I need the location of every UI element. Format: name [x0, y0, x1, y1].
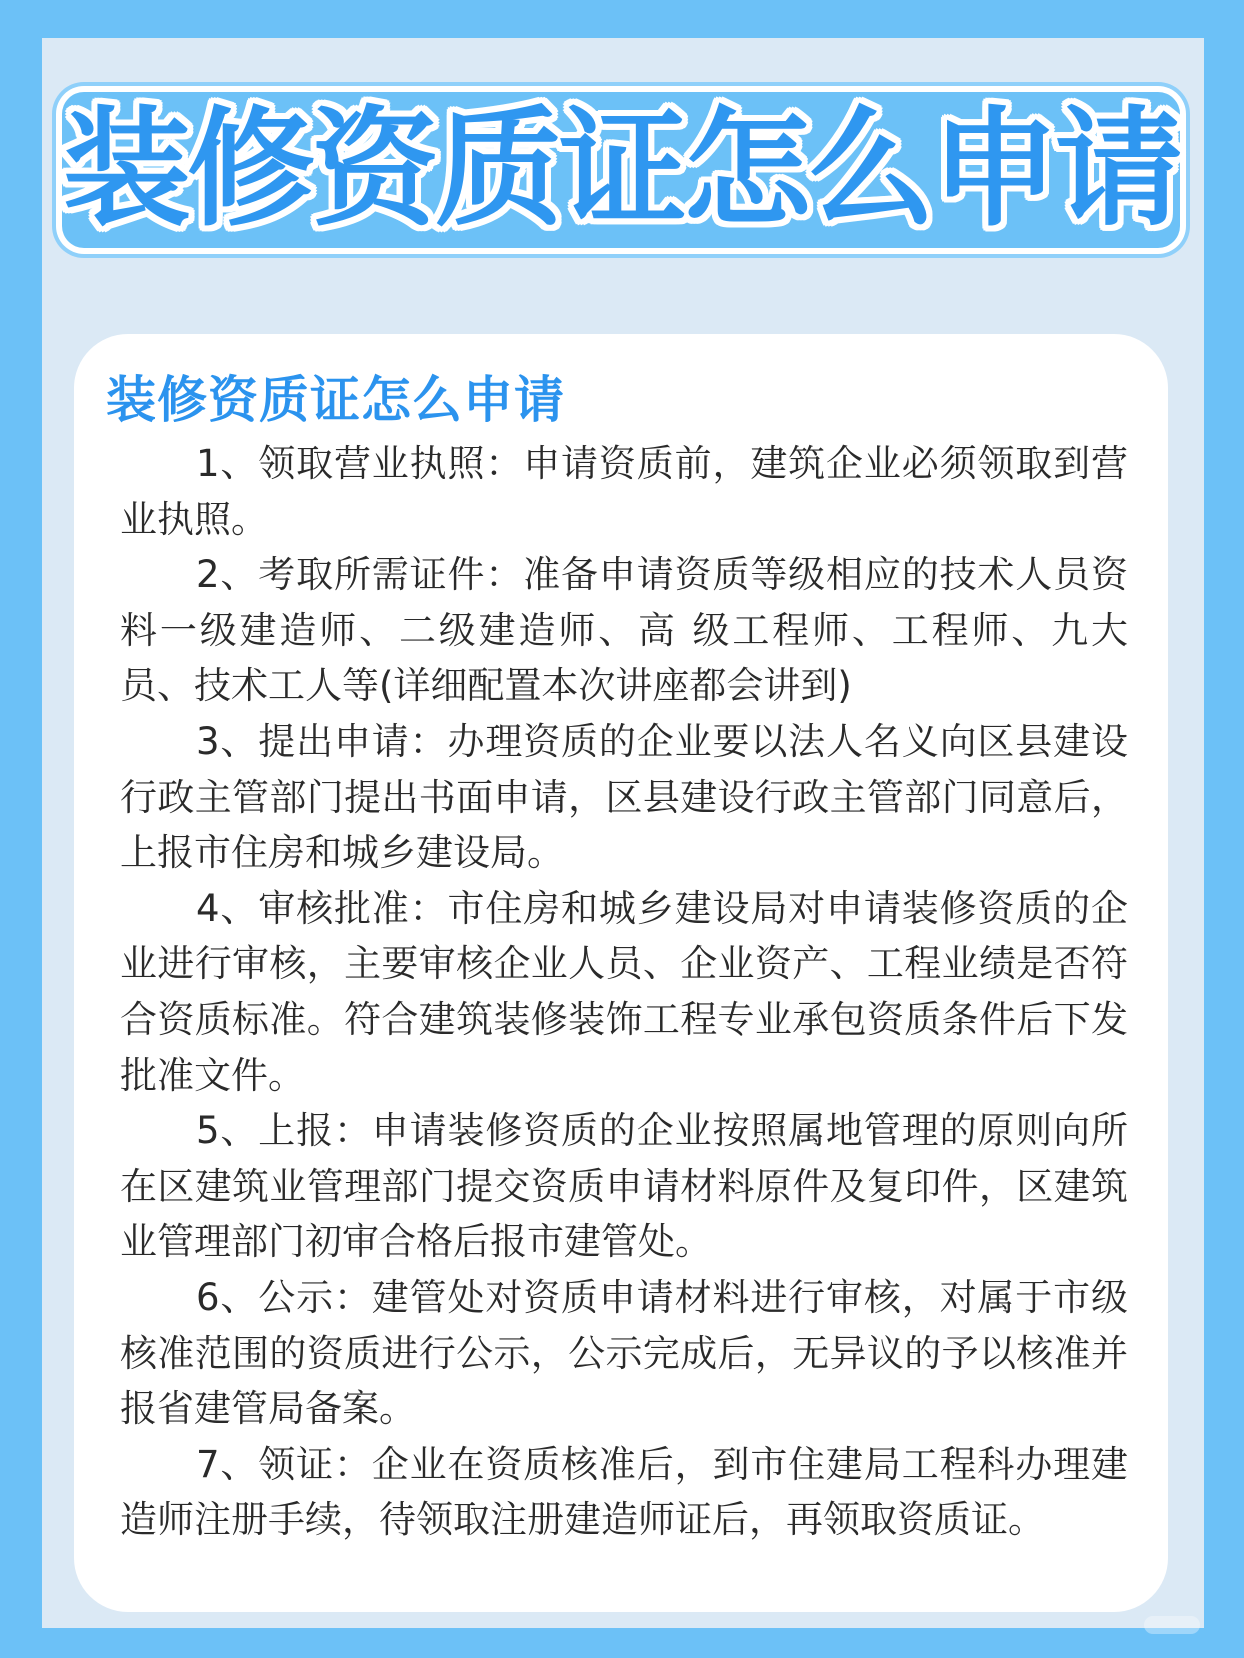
step-2-obtain-certificates: 2、考取所需证件：准备申请资质等级相应的技术人员资料一级建造师、二级建造师、高 级工程师、工程师、九大员、技术工人等(详细配置本次讲座都会讲到)	[120, 553, 1128, 708]
title-banner	[62, 92, 1180, 248]
step-4-review-approval: 4、审核批准：市住房和城乡建设局对申请装修资质的企业进行审核，主要审核企业人员、企业资产、工程业绩是否符合资质标准。符合建筑装修装饰工程专业承包资质条件后下发批准文件。	[120, 886, 1128, 1097]
content-card	[74, 334, 1168, 1612]
step-3-submit-application: 3、提出申请：办理资质的企业要以法人名义向区县建设行政主管部门提出书面申请，区县建设行政主管部门同意后，上报市住房和城乡建设局。	[120, 719, 1128, 875]
steps-list	[96, 436, 1128, 1548]
step-6-public-notice: 6、公示：建管处对资质申请材料进行审核，对属于市级核准范围的资质进行公示，公示完成后，无异议的予以核准并报省建管局备案。	[120, 1275, 1128, 1431]
step-5-report: 5、上报：申请装修资质的企业按照属地管理的原则向所在区建筑业管理部门提交资质申请材料原件及复印件，区建筑业管理部门初审合格后报市建管处。	[120, 1109, 1128, 1264]
watermark-badge	[1144, 1616, 1200, 1634]
page-title: 装修资质证怎么申请	[62, 95, 1179, 244]
step-7-collect-certificate: 7、领证：企业在资质核准后，到市住建局工程科办理建造师注册手续，待领取注册建造师证后，再领取资质证。	[120, 1442, 1128, 1542]
card-heading: 装修资质证怎么申请	[106, 371, 565, 429]
step-1-get-business-license: 1、领取营业执照：申请资质前，建筑企业必须领取到营业执照。	[120, 442, 1128, 541]
